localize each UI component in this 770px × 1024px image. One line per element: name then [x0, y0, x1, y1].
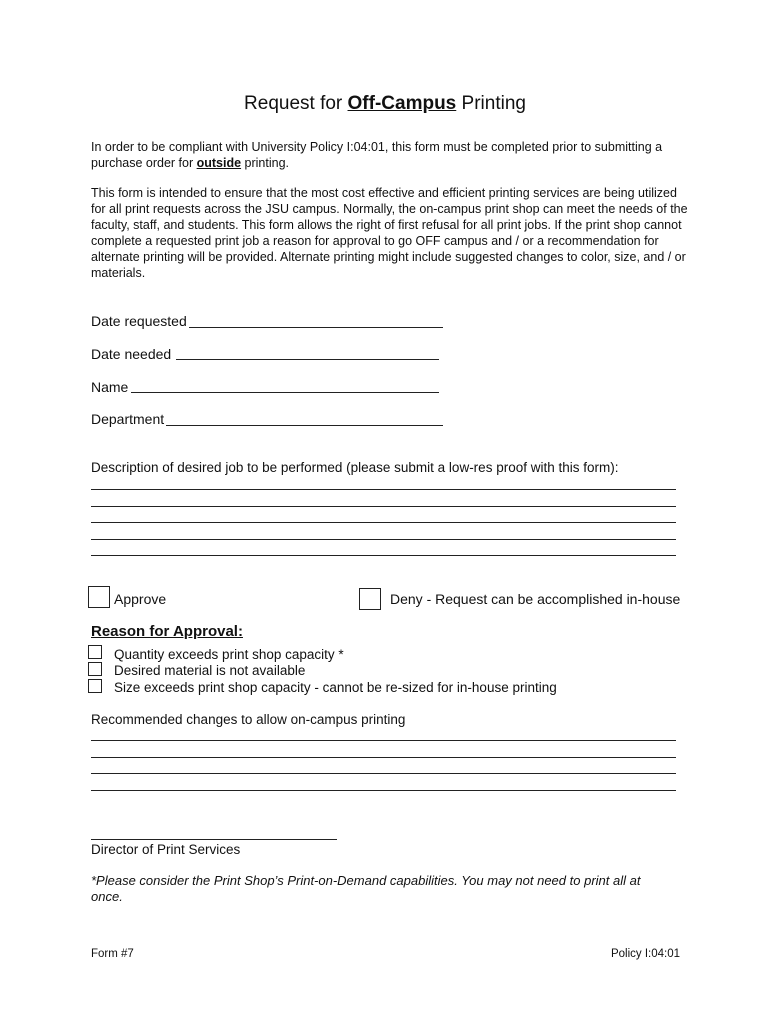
description-line-5[interactable]: [91, 555, 676, 556]
approve-checkbox[interactable]: [88, 586, 110, 608]
signature-line[interactable]: [91, 839, 337, 840]
description-line-1[interactable]: [91, 489, 676, 490]
reason-item-material: Desired material is not available: [114, 663, 306, 678]
date-needed-field[interactable]: [176, 359, 439, 360]
reason-item-size: Size exceeds print shop capacity - cannot be re-sized for in-house printing: [114, 680, 557, 695]
reason-item-quantity: Quantity exceeds print shop capacity *: [114, 647, 344, 662]
intro-paragraph: [91, 139, 691, 171]
description-line-3[interactable]: [91, 522, 676, 523]
date-needed-label: Date needed: [91, 346, 172, 362]
title-emphasis: Off-Campus: [347, 93, 457, 114]
description-label: Description of desired job to be performed (please submit a low-res proof with this form):: [91, 460, 619, 475]
description-line-4[interactable]: [91, 539, 676, 540]
reason-checkbox-material[interactable]: [88, 662, 102, 676]
intro-text: In order to be compliant with University Policy I:04:01, this form must be completed prior to submitting a purchase order for: [91, 140, 663, 170]
approve-label: Approve: [114, 591, 167, 607]
reason-heading: Reason for Approval:: [91, 623, 243, 640]
recommended-line-2[interactable]: [91, 757, 676, 758]
page-title: [0, 92, 770, 116]
footnote: *Please consider the Print Shop’s Print-on-Demand capabilities. You may not need to print all at once.: [91, 873, 641, 904]
reason-checkbox-size[interactable]: [88, 679, 102, 693]
intro-emphasis: outside: [196, 156, 242, 170]
deny-label: Deny - Request can be accomplished in-house: [390, 591, 681, 607]
description-line-2[interactable]: [91, 506, 676, 507]
department-field[interactable]: [166, 425, 443, 426]
deny-checkbox[interactable]: [359, 588, 381, 610]
date-requested-label: Date requested: [91, 313, 187, 329]
recommended-line-4[interactable]: [91, 790, 676, 791]
recommended-line-1[interactable]: [91, 740, 676, 741]
form-number: Form #7: [91, 948, 134, 960]
body-paragraph: This form is intended to ensure that the most cost effective and efficient printing services are being utilized for all print requests across the JSU campus. Normally, the on-campus print shop can meet the needs of the faculty, staff, and students. This form allows the right of first refusal for all print jobs. If the print shop cannot complete a requested print job a reason for approval to go OFF campus and / or a recommendation for alternate printing will be provided. Alternate printing might include suggested changes to color, size, and / or materials.: [91, 186, 688, 280]
intro-text-end: printing.: [241, 156, 290, 170]
recommended-label: Recommended changes to allow on-campus printing: [91, 712, 406, 727]
policy-number: Policy I:04:01: [610, 948, 680, 960]
name-label: Name: [91, 379, 129, 395]
recommended-line-3[interactable]: [91, 773, 676, 774]
title-prefix: Request for: [244, 93, 348, 114]
reason-checkbox-quantity[interactable]: [88, 645, 102, 659]
department-label: Department: [91, 411, 165, 427]
date-requested-field[interactable]: [189, 327, 443, 328]
title-suffix: Printing: [456, 93, 526, 114]
name-field[interactable]: [131, 392, 439, 393]
signature-label: Director of Print Services: [91, 842, 241, 857]
